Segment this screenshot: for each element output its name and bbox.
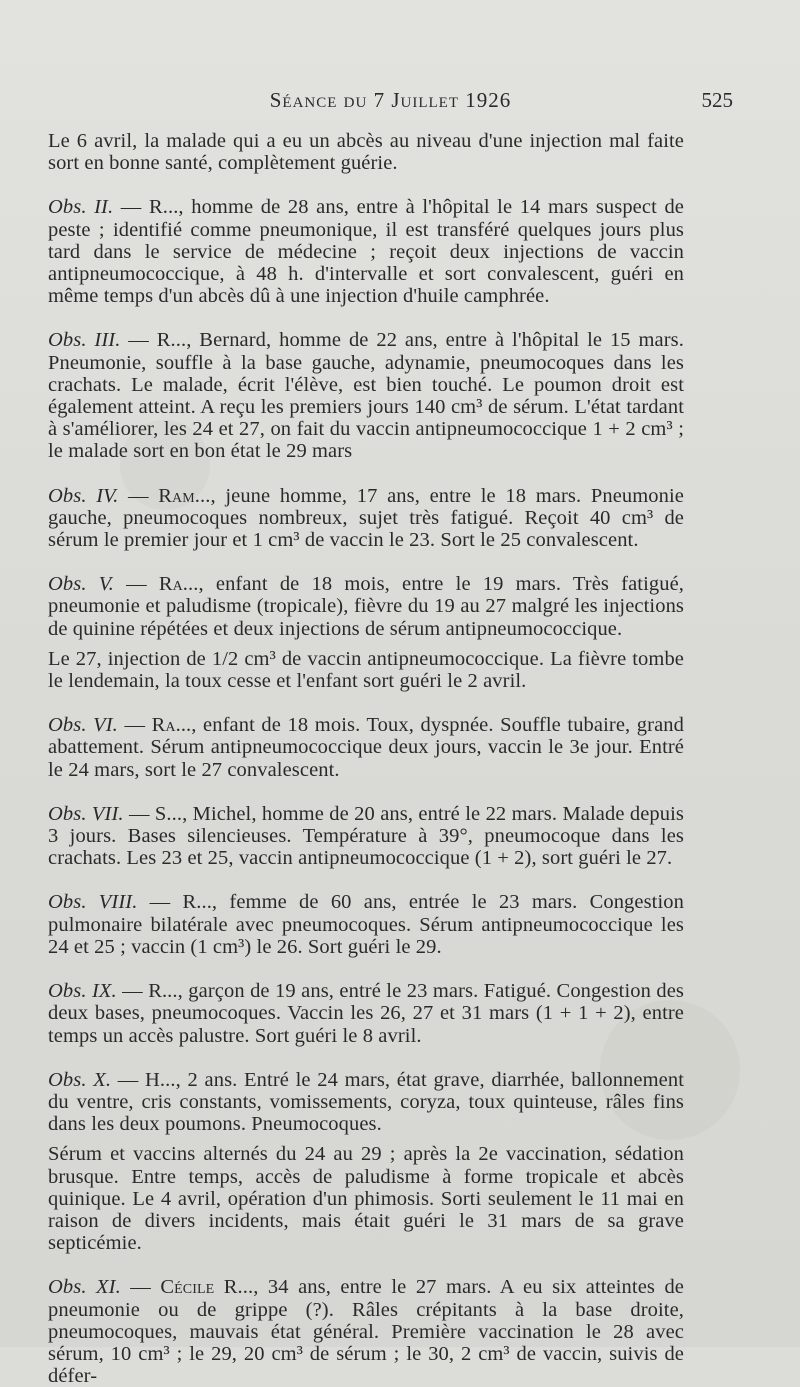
paragraph-text: jeune homme, 17 ans, entre le 18 mars. Pneumonie gauche, pneumocoques nombreux, sujet très fatigué. Reçoit 40 cm³ de sérum le premier jour et 1 cm³ de vaccin le 23. Sort le 25 convalescent. xyxy=(48,484,684,552)
paragraph-text: Le 6 avril, la malade qui a eu un abcès au niveau d'une injection mal faite sort en bonne santé, complètement guérie. xyxy=(48,130,684,175)
running-title: Séance du 7 Juillet 1926 xyxy=(269,88,512,112)
observation-paragraph: Obs. V. — Ra..., enfant de 18 mois, entre le 19 mars. Très fatigué, pneumonie et paludisme (tropicale), fièvre du 19 au 27 malgré les injections de quinine répétées et deux injections de sérum antipneumococcique. xyxy=(48,573,684,640)
paragraph-text: Michel, homme de 20 ans, entré le 22 mars. Malade depuis 3 jours. Bases silencieuses. Température à 39°, pneumocoque dans les crachats. Les 23 et 25, vaccin antipneumococcique (1 + 2), sort guéri le 27. xyxy=(48,802,684,870)
text-paragraph xyxy=(48,1143,684,1254)
observation-label: Obs. IX. xyxy=(48,980,117,1003)
patient-name: R..., xyxy=(148,980,183,1003)
body-text xyxy=(48,130,684,1387)
patient-name: S..., xyxy=(154,802,188,825)
page-number: 525 xyxy=(701,88,733,112)
observation-label: Obs. VI. xyxy=(48,714,118,737)
observation-label: Obs. XI. xyxy=(48,1276,121,1299)
paragraph-text: enfant de 18 mois. Toux, dyspnée. Souffle tubaire, grand abattement. Sérum antipneumococcique deux jours, vaccin le 3e jour. Entré le 24 mars, sort le 27 convalescent. xyxy=(48,714,684,781)
paragraph-text: 2 ans. Entré le 24 mars, état grave, diarrhée, ballonnement du ventre, cris constants, vomissements, coryza, toux quinteuse, râles fins dans les deux poumons. Pneumocoques. xyxy=(48,1068,684,1136)
patient-name: Ra..., xyxy=(151,714,197,737)
observation-paragraph: Obs. XI. — Cécile R..., 34 ans, entre le 27 mars. A eu six atteintes de pneumonie ou de grippe (?). Râles crépitants à la base droite, pneumocoques, mauvais état général. Première vaccination le 28 avec sérum, 10 cm³ ; le 29, 20 cm³ de sérum ; le 30, 2 cm³ de vaccin, suivis de défer- xyxy=(48,1276,684,1387)
observation-paragraph: Obs. II. — R..., homme de 28 ans, entre à l'hôpital le 14 mars suspect de peste ; identifié comme pneumonique, il est transféré quelques jours plus tard dans le service de médecine ; reçoit deux injections de vaccin antipneumococcique, à 48 h. d'intervalle et sort convalescent, guéri en même temps d'un abcès dû à une injection d'huile camphrée. xyxy=(48,196,684,308)
observation-paragraph: Obs. III. — R..., Bernard, homme de 22 ans, entre à l'hôpital le 15 mars. Pneumonie, souffle à la base gauche, adynamie, pneumocoques dans les crachats. Le malade, écrit l'élève, est bien touché. Le poumon droit est également atteint. A reçu les premiers jours 140 cm³ de sérum. L'état tardant à s'améliorer, les 24 et 27, on fait du vaccin antipneumococcique 1 + 2 cm³ ; le malade sort en bon état le 29 mars xyxy=(48,329,684,463)
observation-label: Obs. II. xyxy=(48,196,114,219)
patient-name: Ram..., xyxy=(158,484,216,507)
patient-name: H..., xyxy=(145,1068,181,1091)
observation-paragraph: Obs. IV. — Ram..., jeune homme, 17 ans, entre le 18 mars. Pneumonie gauche, pneumocoques nombreux, sujet très fatigué. Reçoit 40 cm³ de sérum le premier jour et 1 cm³ de vaccin le 23. Sort le 25 convalescent. xyxy=(48,484,684,552)
paragraph-text: Le 27, injection de 1/2 cm³ de vaccin antipneumococcique. La fièvre tombe le lendemain, la toux cesse et l'enfant sort guéri le 2 avril. xyxy=(48,647,684,693)
paragraph-text: homme de 28 ans, entre à l'hôpital le 14 mars suspect de peste ; identifié comme pneumonique, il est transféré quelques jours plus tard dans le service de médecine ; reçoit deux injections de vaccin antipneumococcique, à 48 h. d'intervalle et sort convalescent, guéri en même temps d'un abcès dû à une injection d'huile camphrée. xyxy=(48,196,684,308)
patient-name: R..., xyxy=(156,329,192,352)
page-header xyxy=(48,88,733,114)
observation-paragraph: Obs. IX. — R..., garçon de 19 ans, entré le 23 mars. Fatigué. Congestion des deux bases, pneumocoques. Vaccin les 26, 27 et 31 mars (1 + 1 + 2), entre temps un accès palustre. Sort guéri le 8 avril. xyxy=(48,980,684,1047)
patient-name: Cécile R..., xyxy=(160,1276,259,1299)
paragraph-text: Bernard, homme de 22 ans, entre à l'hôpital le 15 mars. Pneumonie, souffle à la base gauche, adynamie, pneumocoques dans les crachats. Le malade, écrit l'élève, est bien touché. Le poumon droit est également atteint. A reçu les premiers jours 140 cm³ de sérum. L'état tardant à s'améliorer, les 24 et 27, on fait du vaccin antipneumococcique 1 + 2 cm³ ; le malade sort en bon état le 29 mars xyxy=(48,329,684,463)
patient-name: Ra..., xyxy=(158,573,204,596)
patient-name: R..., xyxy=(148,196,184,219)
observation-label: Obs. IV. xyxy=(48,484,119,507)
text-paragraph xyxy=(48,130,684,174)
paragraph-text: 34 ans, entre le 27 mars. A eu six atteintes de pneumonie ou de grippe (?). Râles crépitants à la base droite, pneumocoques, mauvais état général. Première vaccination le 28 avec sérum, 10 cm³ ; le 29, 20 cm³ de sérum ; le 30, 2 cm³ de vaccin, suivis de défer- xyxy=(48,1276,684,1387)
observation-label: Obs. VIII. xyxy=(48,891,138,914)
paragraph-text: garçon de 19 ans, entré le 23 mars. Fatigué. Congestion des deux bases, pneumocoques. Vaccin les 26, 27 et 31 mars (1 + 1 + 2), entre temps un accès palustre. Sort guéri le 8 avril. xyxy=(48,980,684,1047)
paragraph-text: enfant de 18 mois, entre le 19 mars. Très fatigué, pneumonie et paludisme (tropicale), fièvre du 19 au 27 malgré les injections de quinine répétées et deux injections de sérum antipneumococcique. xyxy=(48,573,684,640)
patient-name: R..., xyxy=(182,891,218,914)
observation-paragraph: Obs. X. — H..., 2 ans. Entré le 24 mars, état grave, diarrhée, ballonnement du ventre, cris constants, vomissements, coryza, toux quinteuse, râles fins dans les deux poumons. Pneumocoques. xyxy=(48,1068,684,1136)
observation-paragraph: Obs. VI. — Ra..., enfant de 18 mois. Toux, dyspnée. Souffle tubaire, grand abattement. Sérum antipneumococcique deux jours, vaccin le 3e jour. Entré le 24 mars, sort le 27 convalescent. xyxy=(48,714,684,781)
text-paragraph xyxy=(48,648,684,692)
observation-paragraph: Obs. VIII. — R..., femme de 60 ans, entrée le 23 mars. Congestion pulmonaire bilatérale avec pneumocoques. Sérum antipneumococcique les 24 et 25 ; vaccin (1 cm³) le 26. Sort guéri le 29. xyxy=(48,891,684,958)
paragraph-text: Sérum et vaccins alternés du 24 au 29 ; après la 2e vaccination, sédation brusque. Entre temps, accès de paludisme à forme tropicale et abcès quinique. Le 4 avril, opération d'un phimosis. Sorti seulement le 11 mai en raison de divers incidents, mais était guéri le 31 mars de sa grave septicémie. xyxy=(48,1143,684,1255)
observation-label: Obs. V. xyxy=(48,573,114,596)
observation-label: Obs. X. xyxy=(48,1068,112,1091)
paragraph-text: femme de 60 ans, entrée le 23 mars. Congestion pulmonaire bilatérale avec pneumocoques. Sérum antipneumococcique les 24 et 25 ; vaccin (1 cm³) le 26. Sort guéri le 29. xyxy=(48,891,684,958)
observation-paragraph: Obs. VII. — S..., Michel, homme de 20 ans, entré le 22 mars. Malade depuis 3 jours. Bases silencieuses. Température à 39°, pneumocoque dans les crachats. Les 23 et 25, vaccin antipneumococcique (1 + 2), sort guéri le 27. xyxy=(48,802,684,870)
observation-label: Obs. VII. xyxy=(48,802,124,825)
observation-label: Obs. III. xyxy=(48,329,121,352)
